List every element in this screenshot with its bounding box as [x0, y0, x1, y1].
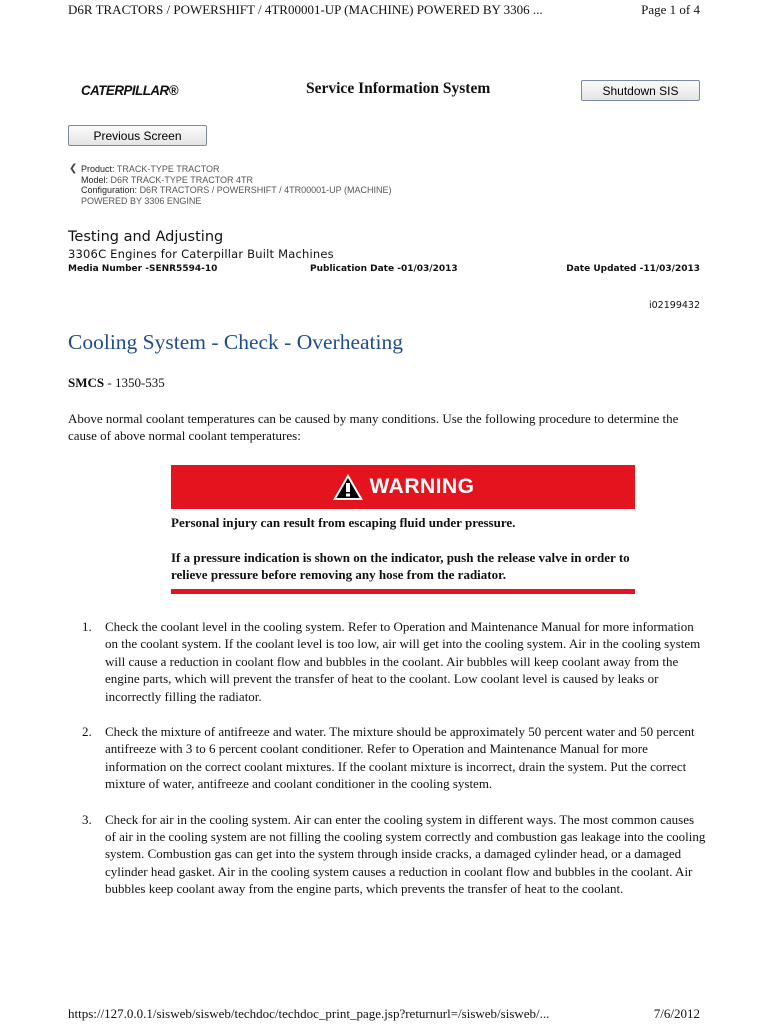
- warning-label: WARNING: [369, 475, 475, 498]
- warning-divider: [171, 589, 635, 594]
- step-number: 2.: [82, 724, 92, 740]
- step-number: 3.: [82, 811, 92, 827]
- document-type: Testing and Adjusting: [68, 229, 224, 245]
- publication-info: [68, 264, 700, 278]
- page-title: Cooling System - Check - Overheating: [68, 330, 403, 354]
- print-footer: [68, 1006, 700, 1022]
- configuration-value: D6R TRACTORS / POWERSHIFT / 4TR00001-UP (MACHINE): [139, 185, 392, 195]
- warning-line-1: Personal injury can result from escaping fluid under pressure.: [171, 515, 516, 530]
- page-number: Page 1 of 4: [641, 2, 700, 17]
- step-text: Check the mixture of antifreeze and water. The mixture should be approximately 50 percent water and 50 percent antifreeze with 3 to 6 percent coolant conditioner. Refer to Operation and Maintenance Manual for more information on the correct coolant mixtures. If the coolant mixture is incorrect, drain the system. Put the correct mixture of water, antifreeze and coolant conditioner in the cooling system.: [105, 724, 695, 792]
- list-item: [68, 723, 708, 793]
- back-arrow-icon[interactable]: ❮: [69, 163, 78, 174]
- document-id: i02199432: [649, 300, 700, 311]
- print-header: [68, 2, 700, 18]
- model-label: Model:: [81, 174, 109, 185]
- configuration-label: Configuration:: [81, 185, 138, 195]
- publication-date: Publication Date -01/03/2013: [310, 264, 458, 274]
- product-value: TRACK-TYPE TRACTOR: [116, 164, 220, 174]
- warning-triangle-icon: [332, 473, 364, 501]
- warning-line-2: If a pressure indication is shown on the indicator, push the release valve in order to relieve pressure before removing any hose from the radiator.: [171, 550, 630, 582]
- step-text: Check for air in the cooling system. Air can enter the cooling system in different ways. The most common causes of air in the cooling system are not filling the cooling system correctly and combustion gas leakage into the cooling system. Combustion gas can get into the system through inside cracks, a damaged cylinder head, or a damaged cylinder head gasket. Air in the cooling system causes a reduction in coolant flow and bubbles in the coolant. Air bubbles keep coolant away from the engine parts, which prevents the transfer of heat to the coolant.: [105, 811, 706, 897]
- caterpillar-logo: CATERPILLAR®: [81, 82, 178, 98]
- model-value: D6R TRACK-TYPE TRACTOR 4TR: [110, 174, 254, 185]
- smcs-label: SMCS: [68, 375, 105, 390]
- media-number: Media Number -SENR5594-10: [68, 264, 218, 274]
- product-label: Product:: [81, 164, 115, 174]
- step-text: Check the coolant level in the cooling system. Refer to Operation and Maintenance Manual for more information on the coolant system. If the coolant level is too low, air will get into the cooling system. Air in the cooling system will cause a reduction in coolant flow and bubbles in the coolant. Air bubbles will keep coolant away from the engine parts, which will prevent the transfer of heat to the coolant. Low coolant level is caused by leaks or incorrectly filling the radiator.: [105, 619, 701, 704]
- smcs-value: - 1350-535: [104, 375, 165, 390]
- date-updated: Date Updated -11/03/2013: [566, 264, 700, 274]
- document-subtitle: 3306C Engines for Caterpillar Built Machines: [68, 247, 334, 261]
- previous-screen-button[interactable]: Previous Screen: [68, 125, 207, 146]
- shutdown-sis-button[interactable]: Shutdown SIS: [581, 80, 700, 101]
- warning-banner: [171, 465, 635, 509]
- warning-text: [171, 514, 641, 601]
- list-item: [68, 811, 708, 898]
- system-title: Service Information System: [306, 80, 491, 97]
- procedure-steps: [68, 618, 708, 916]
- intro-paragraph: Above normal coolant temperatures can be caused by many conditions. Use the following procedure to determine the cause of above normal coolant temperatures:: [68, 411, 679, 443]
- print-header-title: D6R TRACTORS / POWERSHIFT / 4TR00001-UP (MACHINE) POWERED BY 3306 ...: [68, 2, 543, 17]
- footer-date: 7/6/2012: [653, 1006, 700, 1021]
- step-number: 1.: [82, 619, 92, 634]
- list-item: [68, 618, 708, 705]
- product-info: [69, 164, 391, 206]
- footer-url: https://127.0.0.1/sisweb/sisweb/techdoc/techdoc_print_page.jsp?returnurl=/sisweb/sisweb/...: [68, 1006, 550, 1021]
- configuration-value-2: POWERED BY 3306 ENGINE: [81, 195, 202, 206]
- smcs-line: [68, 375, 165, 391]
